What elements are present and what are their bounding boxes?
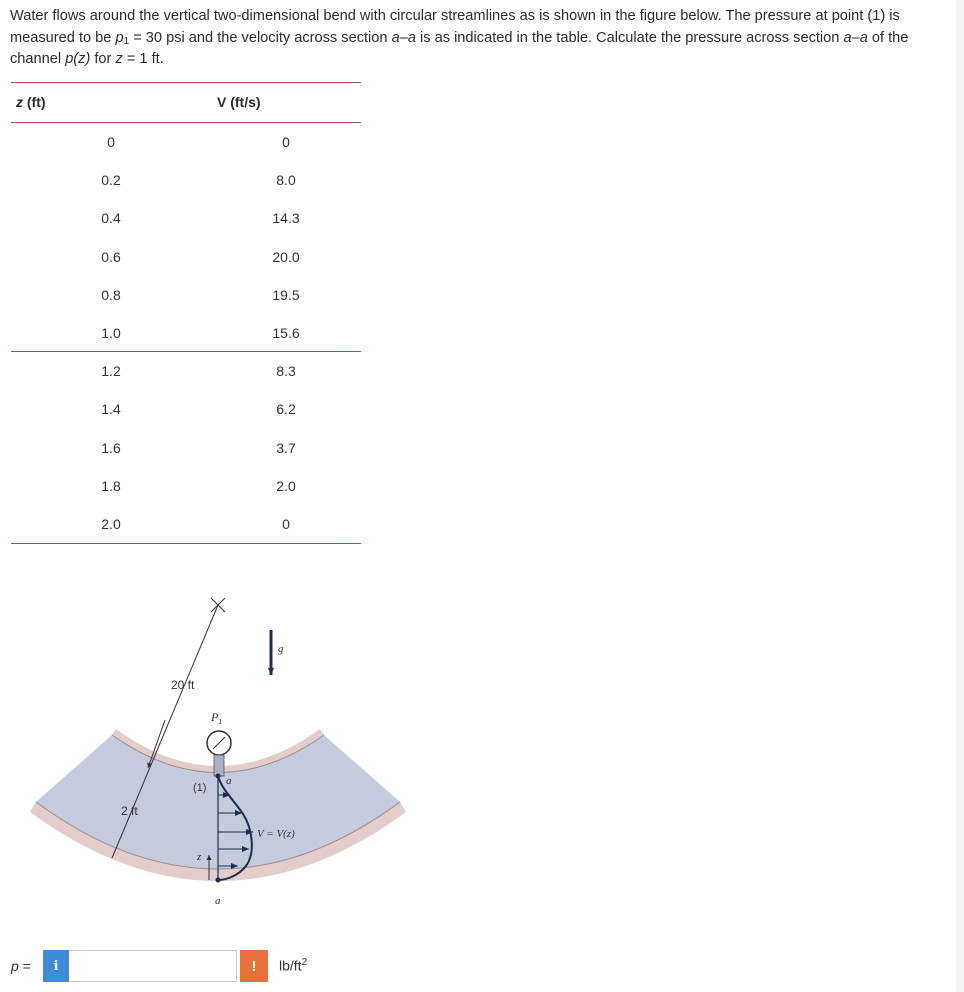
table-cell-z: 0 bbox=[107, 134, 115, 150]
header-rule bbox=[11, 122, 361, 123]
answer-unit: $lb/ft^2$ bbox=[279, 957, 308, 974]
table-cell-z: 1.0 bbox=[101, 325, 121, 341]
table-cell-v: 20.0 bbox=[272, 248, 300, 265]
table-top-rule bbox=[11, 82, 361, 83]
table-cell-z: 0.6 bbox=[101, 248, 121, 265]
table-cell-z: 2.0 bbox=[101, 516, 121, 532]
section-top-label: a bbox=[226, 775, 232, 787]
table-cell-z: 1.8 bbox=[101, 477, 121, 494]
pressure-answer-input[interactable] bbox=[69, 950, 237, 982]
table-cell-v: 0 bbox=[282, 134, 290, 150]
z-axis-label: z bbox=[197, 851, 202, 863]
mid-rule bbox=[11, 351, 361, 352]
table-cell-z: 1.2 bbox=[101, 363, 121, 380]
channel-bend-figure bbox=[0, 580, 420, 925]
table-cell-v: 8.0 bbox=[276, 172, 296, 189]
scrollbar-track[interactable] bbox=[956, 0, 964, 992]
answer-label: p = bbox=[11, 958, 31, 974]
table-cell-z: 0.4 bbox=[101, 210, 121, 227]
table-cell-v: 14.3 bbox=[272, 210, 300, 227]
table-cell-z: 0.2 bbox=[101, 172, 121, 189]
table-cell-z: 1.6 bbox=[101, 439, 121, 456]
answer-row bbox=[0, 948, 964, 984]
gravity-label: g bbox=[278, 643, 284, 655]
radius-label: 20 ft bbox=[171, 678, 195, 692]
gauge-stem bbox=[214, 755, 224, 776]
info-button[interactable]: i bbox=[43, 950, 69, 982]
v-column-header: V (ft/s) bbox=[217, 94, 261, 110]
table-cell-z: 1.4 bbox=[101, 401, 121, 418]
gauge-label: $P_1$ bbox=[211, 710, 223, 726]
table-cell-v: 6.2 bbox=[276, 401, 296, 418]
problem-statement: Water flows around the vertical two-dimensional bend with circular streamlines as is shown in the figure below. The pressure at point (1) is measured to be $p_1 = 30$ psi and the velocity across section a–a is as indicated in the table. Calculate the pressure across section a–a of the channel p(z) for z = 1 ft. bbox=[10, 8, 909, 67]
table-cell-v: 3.7 bbox=[276, 439, 296, 456]
warning-icon[interactable]: ! bbox=[240, 950, 268, 982]
table-cell-v: 15.6 bbox=[272, 325, 300, 341]
width-label: 2 ft bbox=[121, 804, 138, 818]
section-bottom-label: a bbox=[215, 895, 221, 907]
table-bottom-rule bbox=[11, 543, 361, 544]
table-cell-v: 8.3 bbox=[276, 363, 296, 380]
table-cell-v: 0 bbox=[282, 516, 290, 532]
z-column-header: z (ft) bbox=[16, 94, 46, 110]
table-cell-v: 19.5 bbox=[272, 286, 300, 303]
table-cell-v: 2.0 bbox=[276, 477, 296, 494]
point-1-label: (1) bbox=[193, 782, 207, 794]
table-cell-z: 0.8 bbox=[101, 286, 121, 303]
velocity-label: V = V(z) bbox=[257, 828, 295, 840]
center-mark bbox=[211, 598, 225, 612]
